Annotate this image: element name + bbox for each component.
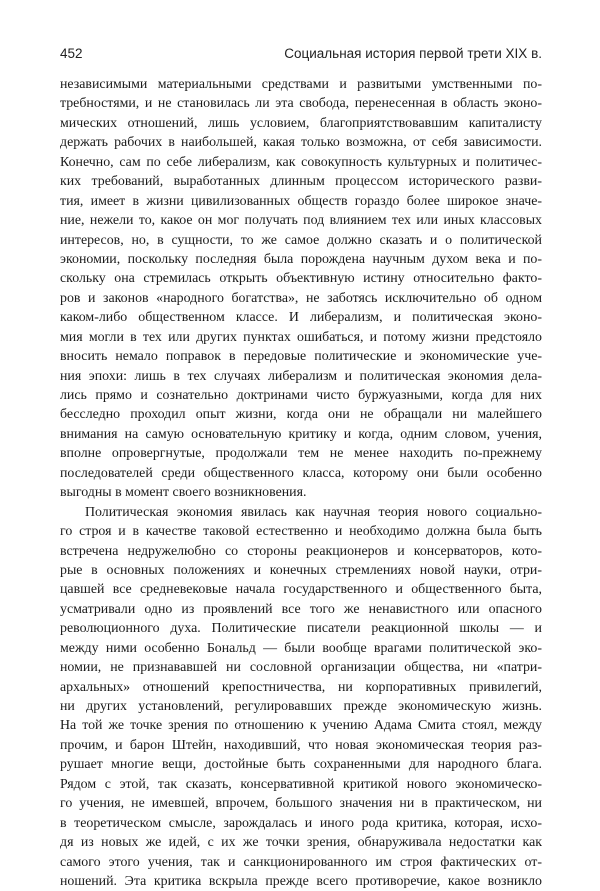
text-line: номии, не признававшей ни сословной организации общества, ни «патри-: [60, 660, 542, 676]
text-line: встречена недружелюбно со стороны реакционеров и консерваторов, кото-: [60, 543, 542, 559]
text-line: Конечно, сам по себе либерализм, как совокупность культурных и политичес-: [60, 154, 542, 170]
text-line: ни других установлений, регулировавших прежде экономическую жизнь.: [60, 699, 542, 714]
text-line: го строя и в качестве таковой естественно и необходимо должна была быть: [60, 524, 542, 540]
body-text: [60, 75, 542, 891]
text-line: в теоретическом смысле, зарождалась и иного рода критика, которая, исхо-: [60, 815, 542, 831]
text-line: вполне опровергнутые, продолжали тем не менее находить по-прежнему: [60, 446, 542, 462]
text-line: экономии, поскольку последняя была порождена научным духом века и по-: [60, 251, 542, 267]
text-line: ния эпохи: лишь в тех случаях либерализм и политическая экономия дела-: [60, 368, 542, 384]
text-line: рые в основных положениях и конечных стремлениях новой науки, отри-: [60, 562, 542, 578]
page-header: [60, 46, 542, 70]
text-line: мия могли в тех или других пунктах ошибаться, и потому жизни предстояло: [60, 329, 542, 345]
text-line: Политическая экономия явилась как научная теория нового социально-: [85, 504, 542, 520]
text-line: держать рабочих в наибольшей, какая только возможна, от себя зависимости.: [60, 135, 542, 151]
text-line: бесследно проходил опыт жизни, когда они не обращали ни малейшего: [60, 407, 542, 423]
text-line: лись прямо и сознательно доктринами чисто буржуазными, когда для них: [60, 388, 542, 403]
text-line: интересов, но, в сущности, то же самое должно сказать и о политической: [60, 232, 542, 248]
text-line: между ними особенно Бональд — были вообще врагами политической эко-: [60, 640, 542, 656]
text-line: Рядом с этой, так сказать, консервативной критикой нового экономическо-: [60, 776, 542, 792]
text-line: последователей среди общественного класса, которому они были особенно: [60, 465, 542, 481]
text-line: каком-либо общественном классе. И либерализм, и политическая эконо-: [60, 310, 542, 326]
text-line: дя из новых же идей, с их же точки зрения, обнаруживала недостатки как: [60, 835, 542, 851]
text-line: прочим, и барон Штейн, находивший, что новая экономическая теория раз-: [60, 737, 542, 753]
text-line: цавшей все средневековые начала государственного и общественного быта,: [60, 582, 542, 598]
text-line: самого этого учения, так и санкционированного им строя фактических от-: [60, 854, 542, 870]
text-line: ров и законов «народного богатства», не заботясь исключительно об одном: [60, 290, 542, 306]
page-number: 452: [60, 46, 83, 61]
text-line: тия, имеет в жизни цивилизованных обществ гораздо более широкое значе-: [60, 193, 542, 209]
text-line: революционного духа. Политические писатели реакционной школы — и: [60, 621, 542, 637]
text-line: ношений. Эта критика вскрыла прежде всего противоречие, какое возникло: [60, 873, 542, 889]
text-line: рушает многие вещи, достойные быть сохраненными для народного блага.: [60, 757, 542, 773]
text-line: выгодны в момент своего возникновения.: [60, 485, 307, 501]
text-line: На той же точке зрения по отношению к учению Адама Смита стоял, между: [60, 718, 542, 734]
text-line: усматривали одно из проявлений все того же ненавистного или опасного: [60, 601, 542, 617]
text-line: архальных» отношений крепостничества, ни корпоративных привилегий,: [60, 679, 542, 695]
text-line: ние, нежели то, какое он мог получать под влиянием тех или иных классовых: [60, 213, 542, 229]
running-title: Социальная история первой трети XIX в.: [284, 46, 542, 61]
text-line: независимыми материальными средствами и развитыми умственными по-: [60, 77, 542, 92]
text-line: ких требований, выработанных длинным процессом исторического разви-: [60, 174, 542, 190]
text-line: мических отношений, лишь условием, благоприятствовавшим капиталисту: [60, 115, 542, 131]
text-line: внимания на самую основательную критику и когда, одним словом, учения,: [60, 426, 542, 442]
text-line: го учения, не имевшей, впрочем, большого значения ни в практическом, ни: [60, 796, 542, 812]
text-line: вносить немало поправок в передовые политические и экономические уче-: [60, 349, 542, 365]
text-line: требностями, и не становилась ли эта свобода, перенесенная в область эконо-: [60, 96, 542, 112]
text-line: скольку она стремилась открыть объективную истину относительно факто-: [60, 271, 542, 287]
